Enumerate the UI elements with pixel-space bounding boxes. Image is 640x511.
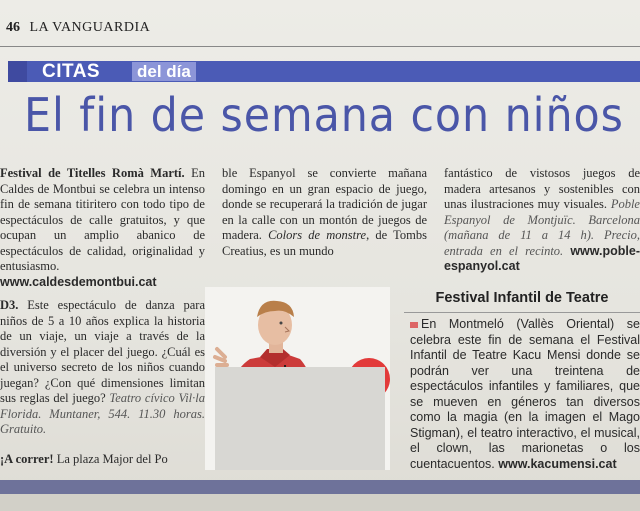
box-heading: Festival Infantil de Teatre [435,290,609,306]
article-column-1b [0,298,205,438]
article-column-1c [0,452,205,468]
section-sublabel: del día [132,62,196,81]
section-label: CITAS [42,61,101,82]
eye [280,322,283,325]
page-header [6,20,640,44]
page-bottom [0,494,640,511]
article-info: Teatro cívico Vil·la Florida. Muntaner, 544. 11.30 horas. Gratuito. [0,391,205,436]
article-text: La plaza Major del Po [53,452,168,466]
box-text [404,317,640,472]
section-square [8,61,27,82]
article-column-3 [444,166,640,275]
article-info: Poble Espanyol de Montjuïc. Barcelona (mañana de 11 a 14 h). Precio, entrada en el recinto. [444,197,640,258]
photo-shadow [215,367,385,470]
article-lead: Festival de Titelles Romà Martí. [0,166,185,180]
box-body: En Montmeló (Vallès Oriental) se celebra este fin de semana el Festival Infantil de Teatre Kacu Mensi donde se podrán ver una treintena de espectáculos infantiles y familiares, que se mueven en géneros tan diversos como la magia (en la imagen el Mago Stigman), el teatro interactivo, el musical, el clown, las marionetas o los cuentacuentos. [410,317,640,471]
box-link: www.kacumensi.cat [498,456,617,471]
article-text: Este espectáculo de danza para niños de 5 a 10 años explica la historia de un viaje, un viaje a través de la diversión y el placer del juego. ¿Cuál es el universo secreto de los niños cuando juegan? ¿Con qué dimensiones limitan sus reglas del juego? [0,298,205,405]
article-lead: ¡A correr! [0,452,54,466]
newspaper-name: LA VANGUARDIA [29,20,151,35]
footer-band [0,480,640,494]
article-text: fantástico de vistosos juegos de madera artesanos y sostenibles con unas ilustraciones muy visuales. [444,166,640,211]
page-number: 46 [6,20,20,35]
headline: El fin de semana con niños [24,88,624,142]
article-photo [205,287,390,470]
article-column-2 [222,166,427,259]
article-lead: D3. [0,298,19,312]
article-text-tail: , de Tombs Creatius, es un mundo [222,228,428,258]
festival-box [404,282,640,470]
section-band [8,61,640,82]
article-text: ble Espanyol se convierte mañana domingo en un gran espacio de juego, donde se recuperará la tradición de jugar en la calle con un montón de juegos de madera. [222,166,427,242]
bullet-marker-icon [410,322,418,328]
article-link: www.caldesdemontbui.cat [0,274,157,289]
article-column-1 [0,166,205,290]
box-rule [404,312,640,313]
article-link: www.poble-espanyol.cat [444,243,640,273]
article-italic: Colors de monstre [268,228,367,242]
header-rule [0,46,640,47]
article-text: En Caldes de Montbui se celebra un intenso fin de semana titiritero con todo tipo de espectáculos de calle gratuitos, y que ocupan un amplio abanico de espectáculos de calidad, originalidad y entusiasmo. [0,166,205,273]
